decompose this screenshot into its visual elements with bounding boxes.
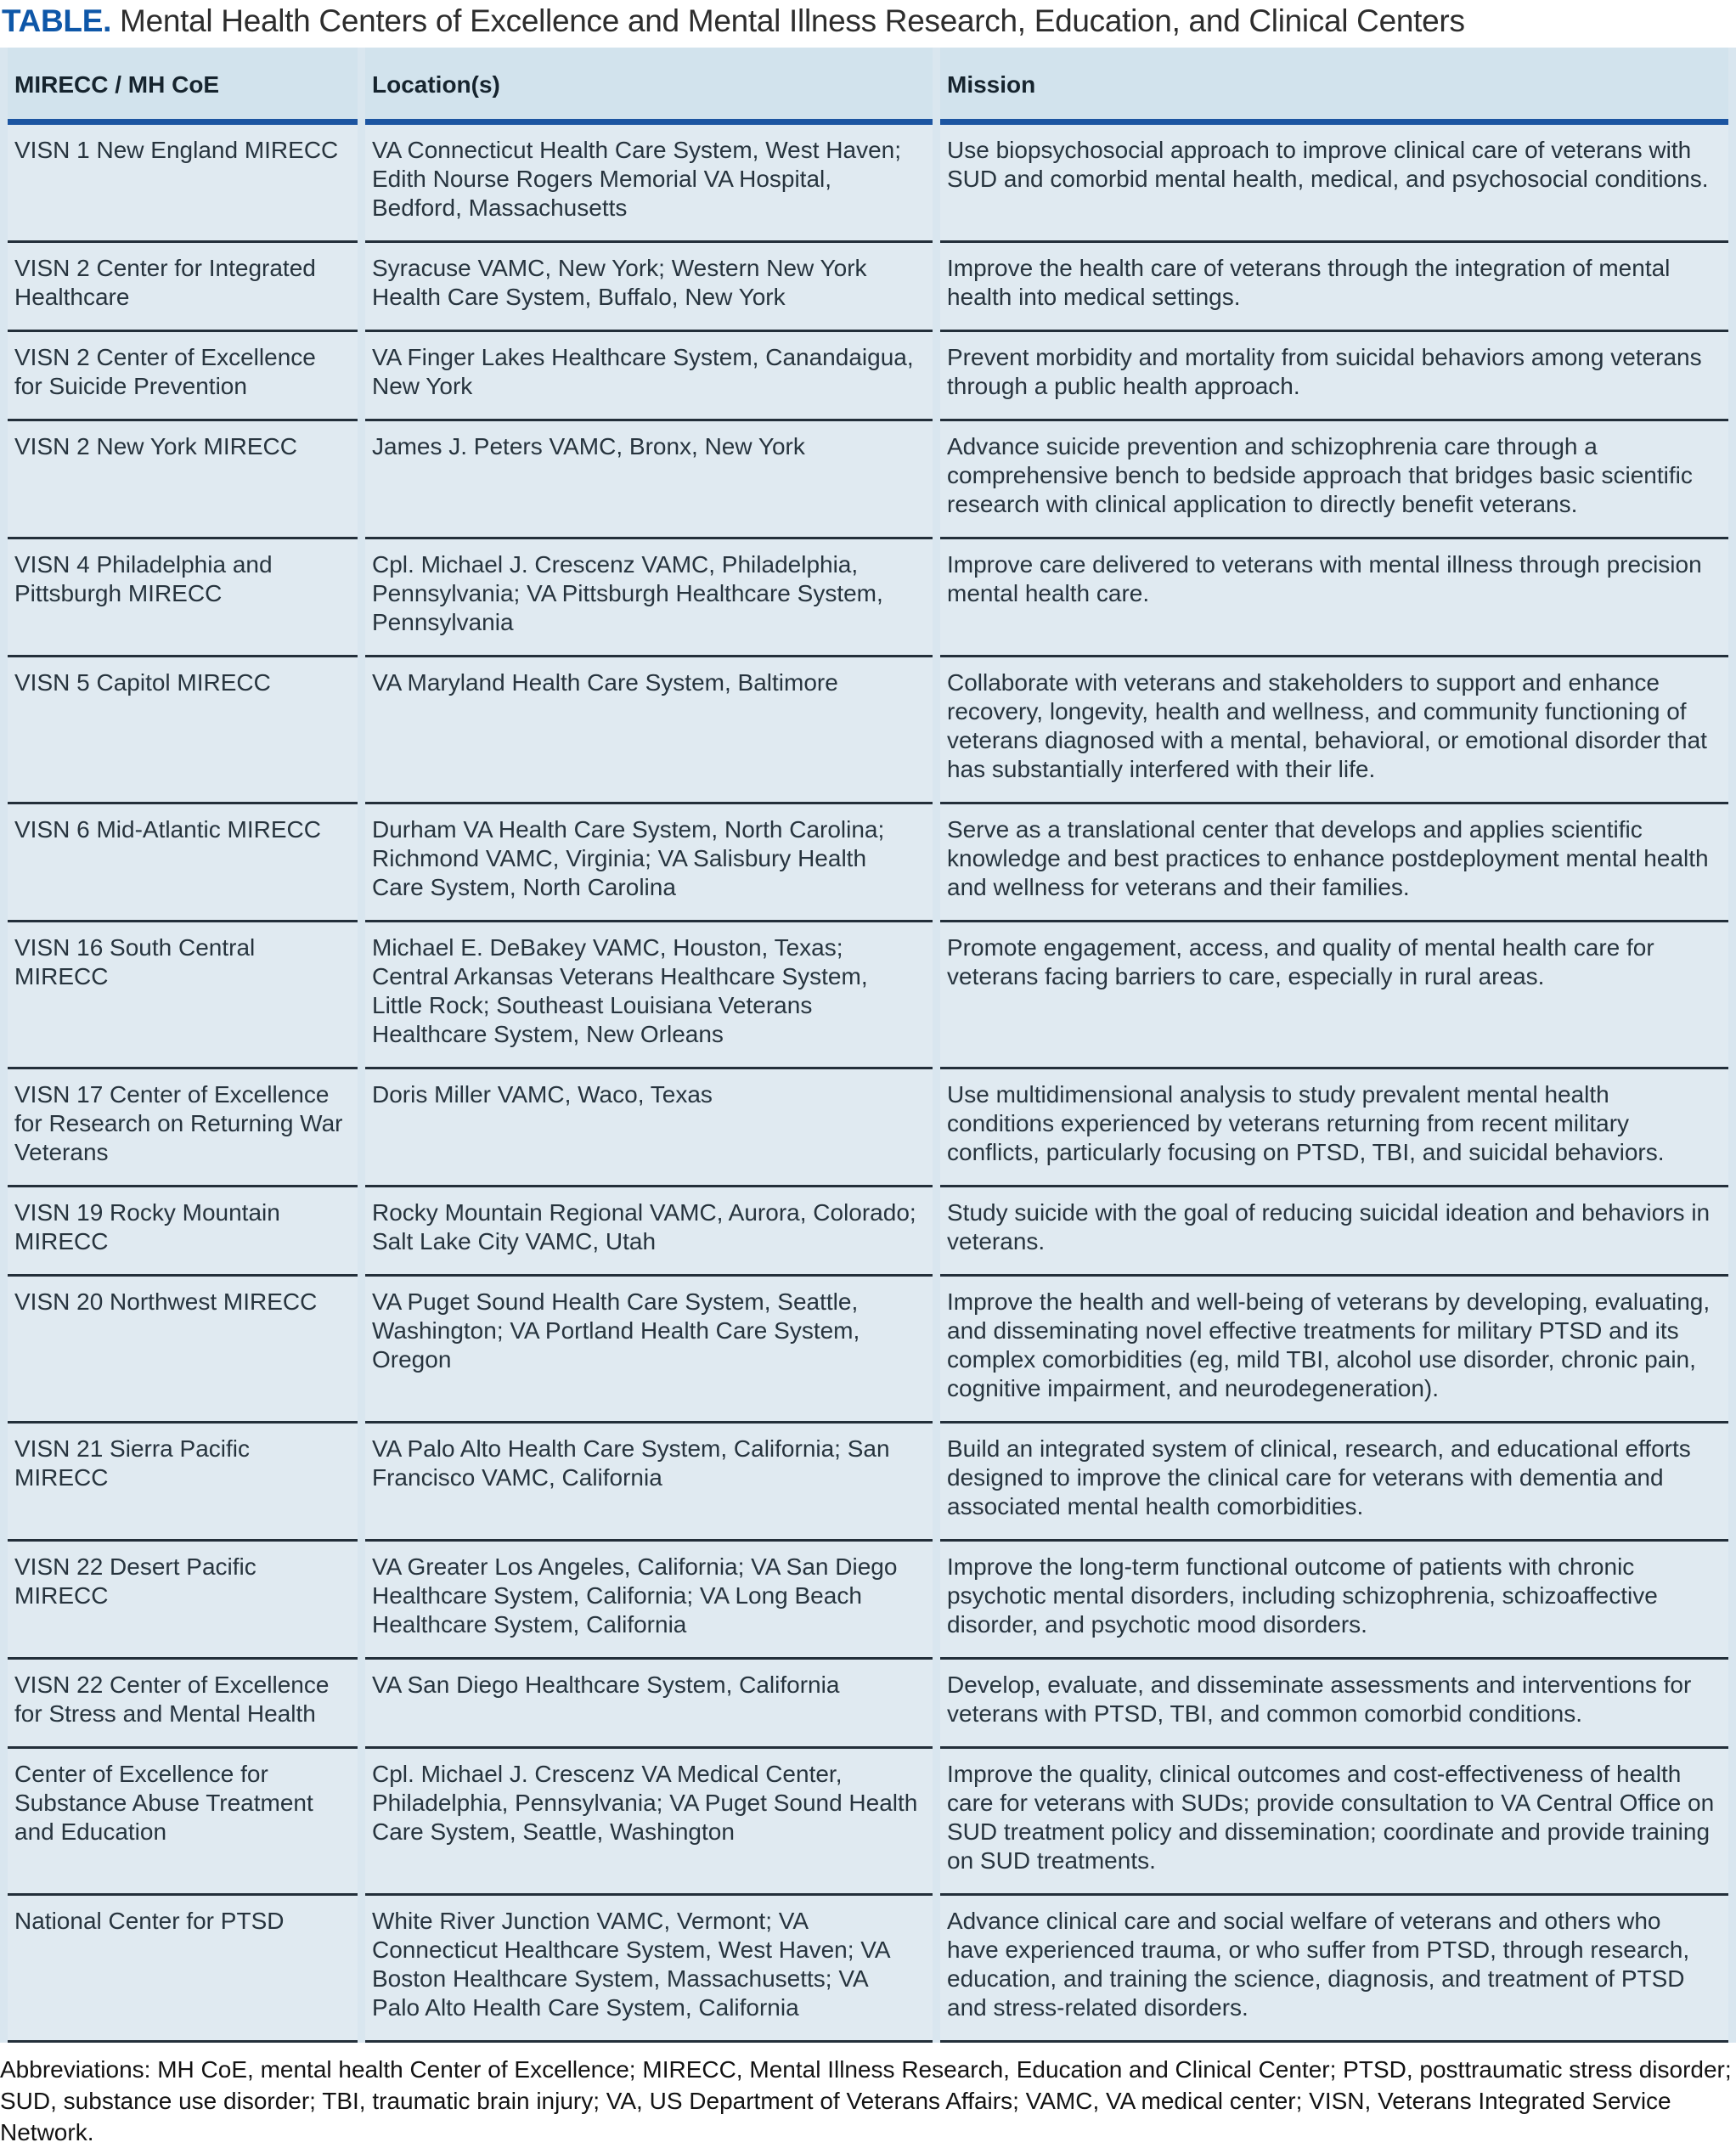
cell-locations: VA Greater Los Angeles, California; VA San Diego Healthcare System, California; VA Long Beach Healthcare System, California [365, 1542, 933, 1660]
cell-locations: Durham VA Health Care System, North Carolina; Richmond VAMC, Virginia; VA Salisbury Health Care System, North Carolina [365, 804, 933, 922]
abbreviations-footnote: Abbreviations: MH CoE, mental health Center of Excellence; MIRECC, Mental Illness Research, Education and Clinical Center; PTSD, posttraumatic stress disorder; SUD, substance use disorder; TBI, traumatic brain injury; VA, US Department of Veterans Affairs; VAMC, VA medical center; VISN, Veterans Integrated Service Network. [0, 2056, 1732, 2145]
table-title-text: Mental Health Centers of Excellence and Mental Illness Research, Education, and Clinical Centers [120, 3, 1465, 38]
page-title [2, 2, 1736, 41]
cell-center-name: VISN 1 New England MIRECC [8, 125, 358, 243]
table-row [8, 1277, 1728, 1424]
table-row [8, 539, 1728, 657]
column-header-mission: Mission [940, 48, 1728, 125]
cell-center-name: VISN 2 Center for Integrated Healthcare [8, 243, 358, 332]
cell-center-name: VISN 2 Center of Excellence for Suicide Prevention [8, 332, 358, 421]
cell-mission: Use biopsychosocial approach to improve clinical care of veterans with SUD and comorbid mental health, medical, and psychosocial conditions. [940, 125, 1728, 243]
cell-mission: Develop, evaluate, and disseminate assessments and interventions for veterans with PTSD, TBI, and common comorbid conditions. [940, 1660, 1728, 1749]
table-row [8, 125, 1728, 243]
table-row [8, 1542, 1728, 1660]
cell-center-name: Center of Excellence for Substance Abuse Treatment and Education [8, 1749, 358, 1896]
table-row [8, 421, 1728, 539]
document-page [0, 2, 1736, 2148]
cell-mission: Improve care delivered to veterans with mental illness through precision mental health care. [940, 539, 1728, 657]
cell-mission: Collaborate with veterans and stakeholders to support and enhance recovery, longevity, health and wellness, and community functioning of veterans diagnosed with a mental, behavioral, or emotional disorder that has substantially interfered with their life. [940, 657, 1728, 804]
table-row [8, 1069, 1728, 1187]
cell-locations: Rocky Mountain Regional VAMC, Aurora, Colorado; Salt Lake City VAMC, Utah [365, 1187, 933, 1277]
cell-mission: Study suicide with the goal of reducing suicidal ideation and behaviors in veterans. [940, 1187, 1728, 1277]
cell-locations: White River Junction VAMC, Vermont; VA Connecticut Healthcare System, West Haven; VA Boston Healthcare System, Massachusetts; VA Palo Alto Health Care System, California [365, 1896, 933, 2043]
cell-locations: VA Palo Alto Health Care System, California; San Francisco VAMC, California [365, 1424, 933, 1542]
cell-mission: Improve the health and well-being of veterans by developing, evaluating, and disseminating novel effective treatments for military PTSD and its complex comorbidities (eg, mild TBI, alcohol use disorder, chronic pain, cognitive impairment, and neurodegeneration). [940, 1277, 1728, 1424]
cell-mission: Improve the health care of veterans through the integration of mental health into medical settings. [940, 243, 1728, 332]
cell-center-name: VISN 5 Capitol MIRECC [8, 657, 358, 804]
table-row [8, 1187, 1728, 1277]
table-row [8, 1896, 1728, 2043]
cell-center-name: VISN 16 South Central MIRECC [8, 922, 358, 1069]
cell-mission: Advance clinical care and social welfare of veterans and others who have experienced trauma, or who suffer from PTSD, through research, education, and training the science, diagnosis, and treatment of PTSD and stress-related disorders. [940, 1896, 1728, 2043]
cell-mission: Improve the quality, clinical outcomes and cost-effectiveness of health care for veterans with SUDs; provide consultation to VA Central Office on SUD treatment policy and dissemination; coordinate and provide training on SUD treatments. [940, 1749, 1728, 1896]
cell-center-name: VISN 19 Rocky Mountain MIRECC [8, 1187, 358, 1277]
cell-center-name: VISN 17 Center of Excellence for Research on Returning War Veterans [8, 1069, 358, 1187]
table-label: TABLE. [2, 3, 112, 38]
column-header-mirecc: MIRECC / MH CoE [8, 48, 358, 125]
cell-center-name: VISN 21 Sierra Pacific MIRECC [8, 1424, 358, 1542]
cell-center-name: VISN 20 Northwest MIRECC [8, 1277, 358, 1424]
table-row [8, 243, 1728, 332]
cell-center-name: VISN 2 New York MIRECC [8, 421, 358, 539]
cell-locations: VA San Diego Healthcare System, California [365, 1660, 933, 1749]
cell-center-name: National Center for PTSD [8, 1896, 358, 2043]
cell-mission: Serve as a translational center that develops and applies scientific knowledge and best practices to enhance postdeployment mental health and wellness for veterans and their families. [940, 804, 1728, 922]
cell-locations: Doris Miller VAMC, Waco, Texas [365, 1069, 933, 1187]
cell-center-name: VISN 22 Center of Excellence for Stress and Mental Health [8, 1660, 358, 1749]
cell-mission: Build an integrated system of clinical, research, and educational efforts designed to improve the clinical care for veterans with dementia and associated mental health comorbidities. [940, 1424, 1728, 1542]
coe-table [0, 48, 1736, 2043]
table-row [8, 804, 1728, 922]
table-row [8, 332, 1728, 421]
cell-locations: James J. Peters VAMC, Bronx, New York [365, 421, 933, 539]
cell-locations: VA Maryland Health Care System, Baltimore [365, 657, 933, 804]
table-row [8, 1424, 1728, 1542]
column-header-locations: Location(s) [365, 48, 933, 125]
table-row [8, 657, 1728, 804]
cell-locations: Cpl. Michael J. Crescenz VA Medical Center, Philadelphia, Pennsylvania; VA Puget Sound Health Care System, Seattle, Washington [365, 1749, 933, 1896]
cell-center-name: VISN 4 Philadelphia and Pittsburgh MIRECC [8, 539, 358, 657]
cell-center-name: VISN 6 Mid-Atlantic MIRECC [8, 804, 358, 922]
table-body [8, 125, 1728, 2043]
cell-locations: Syracuse VAMC, New York; Western New York Health Care System, Buffalo, New York [365, 243, 933, 332]
cell-mission: Use multidimensional analysis to study prevalent mental health conditions experienced by veterans returning from recent military conflicts, particularly focusing on PTSD, TBI, and suicidal behaviors. [940, 1069, 1728, 1187]
cell-mission: Prevent morbidity and mortality from suicidal behaviors among veterans through a public health approach. [940, 332, 1728, 421]
cell-locations: Cpl. Michael J. Crescenz VAMC, Philadelphia, Pennsylvania; VA Pittsburgh Healthcare System, Pennsylvania [365, 539, 933, 657]
cell-mission: Improve the long-term functional outcome of patients with chronic psychotic mental disorders, including schizophrenia, schizoaffective disorder, and psychotic mood disorders. [940, 1542, 1728, 1660]
table-row [8, 1749, 1728, 1896]
table-row [8, 1660, 1728, 1749]
cell-locations: VA Connecticut Health Care System, West Haven; Edith Nourse Rogers Memorial VA Hospital, Bedford, Massachusetts [365, 125, 933, 243]
cell-center-name: VISN 22 Desert Pacific MIRECC [8, 1542, 358, 1660]
cell-locations: VA Finger Lakes Healthcare System, Canandaigua, New York [365, 332, 933, 421]
table-header-row [8, 48, 1728, 125]
table-row [8, 922, 1728, 1069]
cell-mission: Advance suicide prevention and schizophrenia care through a comprehensive bench to bedside approach that bridges basic scientific research with clinical application to directly benefit veterans. [940, 421, 1728, 539]
cell-locations: VA Puget Sound Health Care System, Seattle, Washington; VA Portland Health Care System, Oregon [365, 1277, 933, 1424]
cell-mission: Promote engagement, access, and quality of mental health care for veterans facing barriers to care, especially in rural areas. [940, 922, 1728, 1069]
cell-locations: Michael E. DeBakey VAMC, Houston, Texas; Central Arkansas Veterans Healthcare System, Little Rock; Southeast Louisiana Veterans Healthcare System, New Orleans [365, 922, 933, 1069]
